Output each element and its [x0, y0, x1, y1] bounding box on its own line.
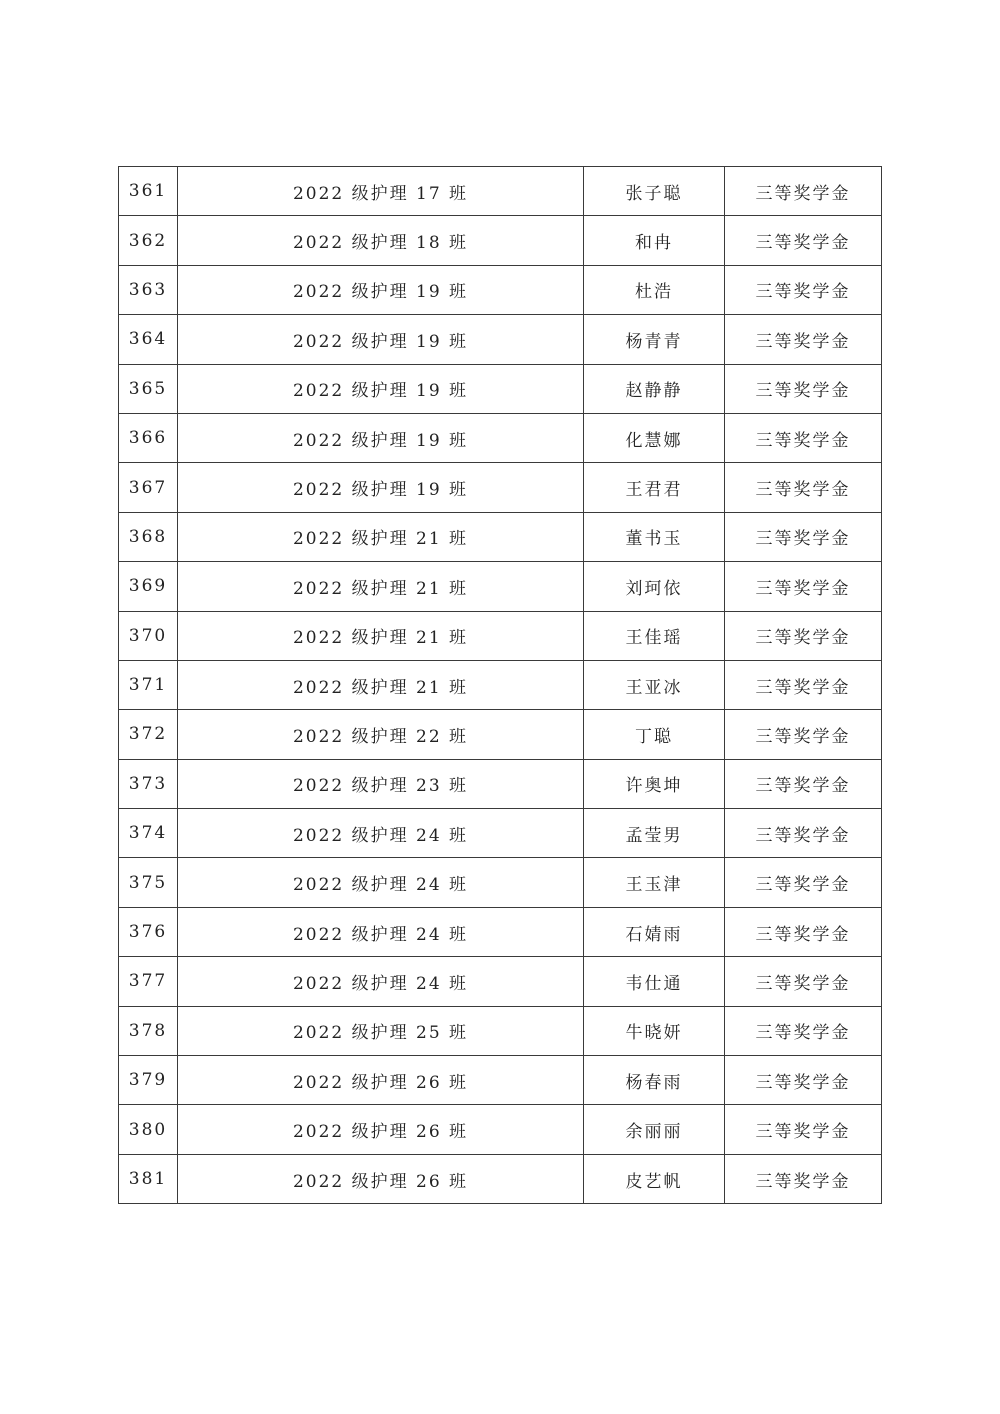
table-row [119, 216, 882, 265]
row-number: 367 [119, 463, 178, 512]
table-row [119, 413, 882, 462]
class-name: 2022 级护理 17 班 [178, 167, 584, 216]
row-number: 378 [119, 1006, 178, 1055]
class-name: 2022 级护理 19 班 [178, 315, 584, 364]
table-row [119, 265, 882, 314]
student-name: 孟莹男 [584, 809, 725, 858]
award-level: 三等奖学金 [725, 907, 882, 956]
class-name: 2022 级护理 21 班 [178, 562, 584, 611]
row-number: 362 [119, 216, 178, 265]
scholarship-table [118, 166, 882, 1204]
table-row [119, 1006, 882, 1055]
class-name: 2022 级护理 21 班 [178, 512, 584, 561]
table-row [119, 611, 882, 660]
table-body [119, 167, 882, 1204]
table-row [119, 562, 882, 611]
award-level: 三等奖学金 [725, 759, 882, 808]
class-name: 2022 级护理 24 班 [178, 809, 584, 858]
award-level: 三等奖学金 [725, 1006, 882, 1055]
table-row [119, 364, 882, 413]
row-number: 381 [119, 1154, 178, 1203]
class-name: 2022 级护理 26 班 [178, 1105, 584, 1154]
student-name: 刘珂依 [584, 562, 725, 611]
table-row [119, 759, 882, 808]
row-number: 366 [119, 413, 178, 462]
student-name: 赵静静 [584, 364, 725, 413]
class-name: 2022 级护理 21 班 [178, 660, 584, 709]
class-name: 2022 级护理 26 班 [178, 1056, 584, 1105]
award-level: 三等奖学金 [725, 413, 882, 462]
table-row [119, 710, 882, 759]
class-name: 2022 级护理 25 班 [178, 1006, 584, 1055]
table-row [119, 463, 882, 512]
class-name: 2022 级护理 19 班 [178, 265, 584, 314]
row-number: 376 [119, 907, 178, 956]
student-name: 董书玉 [584, 512, 725, 561]
student-name: 余丽丽 [584, 1105, 725, 1154]
student-name: 丁聪 [584, 710, 725, 759]
row-number: 373 [119, 759, 178, 808]
table-row [119, 1056, 882, 1105]
class-name: 2022 级护理 19 班 [178, 463, 584, 512]
table-row [119, 809, 882, 858]
row-number: 377 [119, 957, 178, 1006]
award-level: 三等奖学金 [725, 463, 882, 512]
student-name: 王玉津 [584, 858, 725, 907]
row-number: 372 [119, 710, 178, 759]
table-row [119, 957, 882, 1006]
row-number: 380 [119, 1105, 178, 1154]
award-level: 三等奖学金 [725, 315, 882, 364]
student-name: 杨春雨 [584, 1056, 725, 1105]
award-level: 三等奖学金 [725, 957, 882, 1006]
student-name: 皮艺帆 [584, 1154, 725, 1203]
class-name: 2022 级护理 24 班 [178, 858, 584, 907]
student-name: 和冉 [584, 216, 725, 265]
student-name: 许奥坤 [584, 759, 725, 808]
row-number: 375 [119, 858, 178, 907]
student-name: 王佳瑶 [584, 611, 725, 660]
table-row [119, 315, 882, 364]
class-name: 2022 级护理 22 班 [178, 710, 584, 759]
class-name: 2022 级护理 26 班 [178, 1154, 584, 1203]
table-row [119, 907, 882, 956]
award-level: 三等奖学金 [725, 611, 882, 660]
row-number: 371 [119, 660, 178, 709]
row-number: 361 [119, 167, 178, 216]
award-level: 三等奖学金 [725, 660, 882, 709]
table-row [119, 858, 882, 907]
row-number: 368 [119, 512, 178, 561]
row-number: 364 [119, 315, 178, 364]
student-name: 牛晓妍 [584, 1006, 725, 1055]
award-level: 三等奖学金 [725, 710, 882, 759]
row-number: 369 [119, 562, 178, 611]
class-name: 2022 级护理 24 班 [178, 957, 584, 1006]
award-level: 三等奖学金 [725, 1154, 882, 1203]
student-name: 杜浩 [584, 265, 725, 314]
table-row [119, 1105, 882, 1154]
class-name: 2022 级护理 19 班 [178, 364, 584, 413]
table-row [119, 660, 882, 709]
student-name: 韦仕通 [584, 957, 725, 1006]
student-name: 张子聪 [584, 167, 725, 216]
row-number: 370 [119, 611, 178, 660]
table-row [119, 1154, 882, 1203]
award-level: 三等奖学金 [725, 809, 882, 858]
student-name: 王亚冰 [584, 660, 725, 709]
student-name: 杨青青 [584, 315, 725, 364]
award-level: 三等奖学金 [725, 1105, 882, 1154]
class-name: 2022 级护理 23 班 [178, 759, 584, 808]
award-level: 三等奖学金 [725, 1056, 882, 1105]
table-row [119, 167, 882, 216]
award-level: 三等奖学金 [725, 562, 882, 611]
award-level: 三等奖学金 [725, 858, 882, 907]
row-number: 374 [119, 809, 178, 858]
row-number: 363 [119, 265, 178, 314]
table-row [119, 512, 882, 561]
student-name: 石婧雨 [584, 907, 725, 956]
student-name: 化慧娜 [584, 413, 725, 462]
award-level: 三等奖学金 [725, 265, 882, 314]
class-name: 2022 级护理 19 班 [178, 413, 584, 462]
row-number: 365 [119, 364, 178, 413]
award-level: 三等奖学金 [725, 216, 882, 265]
class-name: 2022 级护理 18 班 [178, 216, 584, 265]
award-level: 三等奖学金 [725, 364, 882, 413]
class-name: 2022 级护理 24 班 [178, 907, 584, 956]
class-name: 2022 级护理 21 班 [178, 611, 584, 660]
award-level: 三等奖学金 [725, 167, 882, 216]
row-number: 379 [119, 1056, 178, 1105]
award-level: 三等奖学金 [725, 512, 882, 561]
student-name: 王君君 [584, 463, 725, 512]
